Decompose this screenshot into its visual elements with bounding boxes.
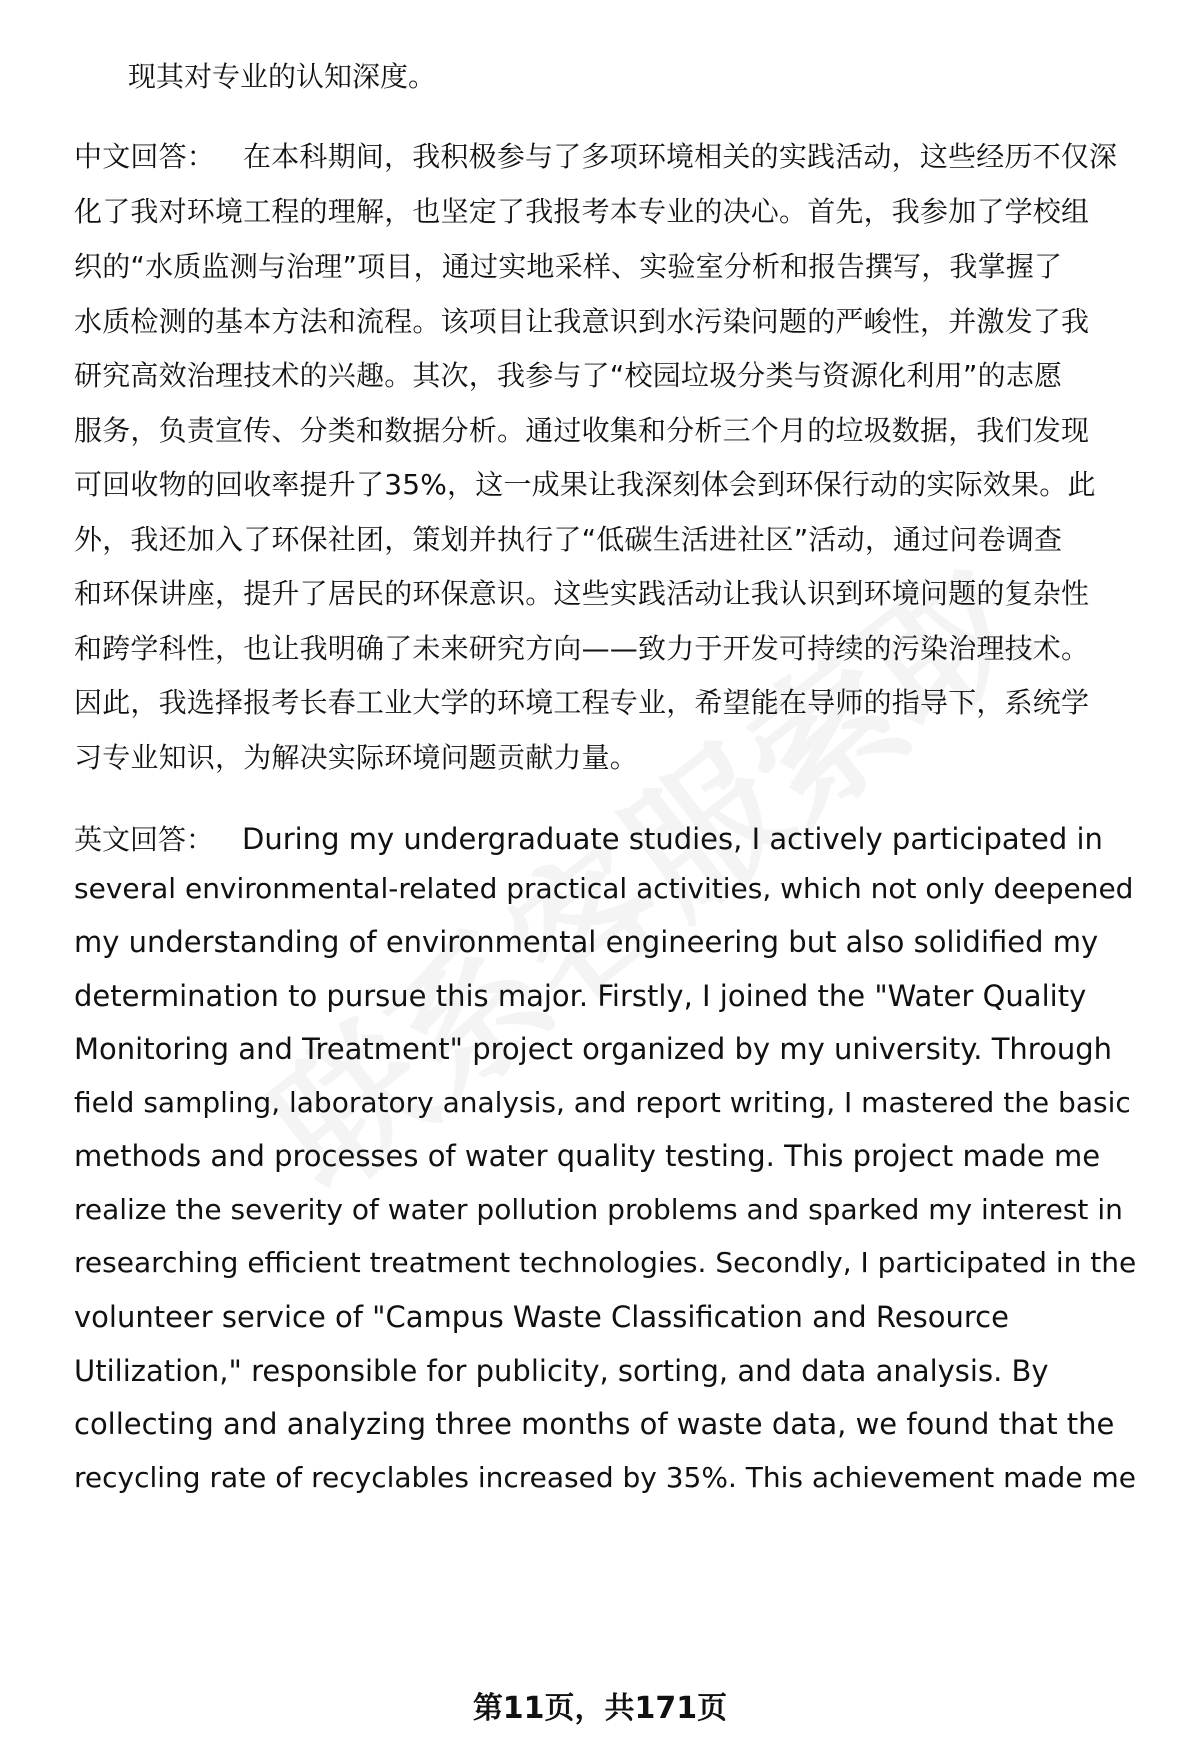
chinese-answer-line: 和环保讲座，提升了居民的环保意识。这些实践活动让我认识到环境问题的复杂性 bbox=[74, 577, 1090, 610]
continuation-line: 现其对专业的认知深度。 bbox=[128, 60, 437, 93]
english-answer-line: realize the severity of water pollution problems and sparked my interest in bbox=[74, 1193, 1123, 1226]
chinese-answer-line: 织的“水质监测与治理”项目，通过实地采样、实验室分析和报告撰写，我掌握了 bbox=[74, 250, 1063, 283]
english-answer-label: 英文回答： bbox=[74, 823, 215, 856]
chinese-answer-line: 可回收物的回收率提升了35%，这一成果让我深刻体会到环保行动的实际效果。此 bbox=[74, 468, 1096, 501]
english-answer-line: my understanding of environmental engineering but also solidified my bbox=[74, 925, 1099, 959]
chinese-answer-line: 水质检测的基本方法和流程。该项目让我意识到水污染问题的严峻性，并激发了我 bbox=[74, 305, 1090, 338]
english-answer-line: field sampling, laboratory analysis, and report writing, I mastered the basic bbox=[74, 1086, 1131, 1119]
page-number: 第11页，共171页 bbox=[472, 1691, 728, 1726]
chinese-answer-line: 因此，我选择报考长春工业大学的环境工程专业，希望能在导师的指导下，系统学 bbox=[74, 686, 1090, 719]
english-answer-line: Utilization," responsible for publicity, sorting, and data analysis. By bbox=[74, 1354, 1049, 1388]
chinese-answer-label: 中文回答： bbox=[74, 140, 216, 173]
english-answer-line: Monitoring and Treatment" project organized by my university. Through bbox=[74, 1032, 1112, 1066]
english-answer-line: volunteer service of "Campus Waste Classification and Resource bbox=[74, 1300, 1009, 1334]
english-answer-line: several environmental-related practical activities, which not only deepened bbox=[74, 872, 1134, 905]
english-answer-line: determination to pursue this major. Firstly, I joined the "Water Quality bbox=[74, 979, 1087, 1013]
english-answer-line: researching efficient treatment technologies. Secondly, I participated in the bbox=[74, 1246, 1137, 1279]
chinese-answer-line: 习专业知识，为解决实际环境问题贡献力量。 bbox=[74, 741, 639, 774]
english-answer-line: methods and processes of water quality testing. This project made me bbox=[74, 1139, 1101, 1173]
chinese-answer-line-1 bbox=[74, 135, 1117, 175]
chinese-answer-line: 服务，负责宣传、分类和数据分析。通过收集和分析三个月的垃圾数据，我们发现 bbox=[74, 414, 1090, 447]
chinese-answer-line: 化了我对环境工程的理解，也坚定了我报考本专业的决心。首先，我参加了学校组 bbox=[74, 195, 1090, 228]
english-answer-line: recycling rate of recyclables increased by 35%. This achievement made me bbox=[74, 1461, 1136, 1494]
english-answer-line: collecting and analyzing three months of waste data, we found that the bbox=[74, 1407, 1115, 1441]
chinese-answer-line: 和跨学科性，也让我明确了未来研究方向——致力于开发可持续的污染治理技术。 bbox=[74, 632, 1090, 665]
english-answer-line-1 bbox=[74, 818, 1103, 858]
chinese-text: 在本科期间，我积极参与了多项环境相关的实践活动，这些经历不仅深 bbox=[243, 140, 1118, 173]
chinese-answer-line: 外，我还加入了环保社团，策划并执行了“低碳生活进社区”活动，通过问卷调查 bbox=[74, 523, 1063, 556]
english-text: During my undergraduate studies, I actively participated in bbox=[242, 822, 1103, 856]
chinese-answer-line: 研究高效治理技术的兴趣。其次，我参与了“校园垃圾分类与资源化利用”的志愿 bbox=[74, 359, 1063, 392]
watermark bbox=[219, 506, 1061, 1230]
